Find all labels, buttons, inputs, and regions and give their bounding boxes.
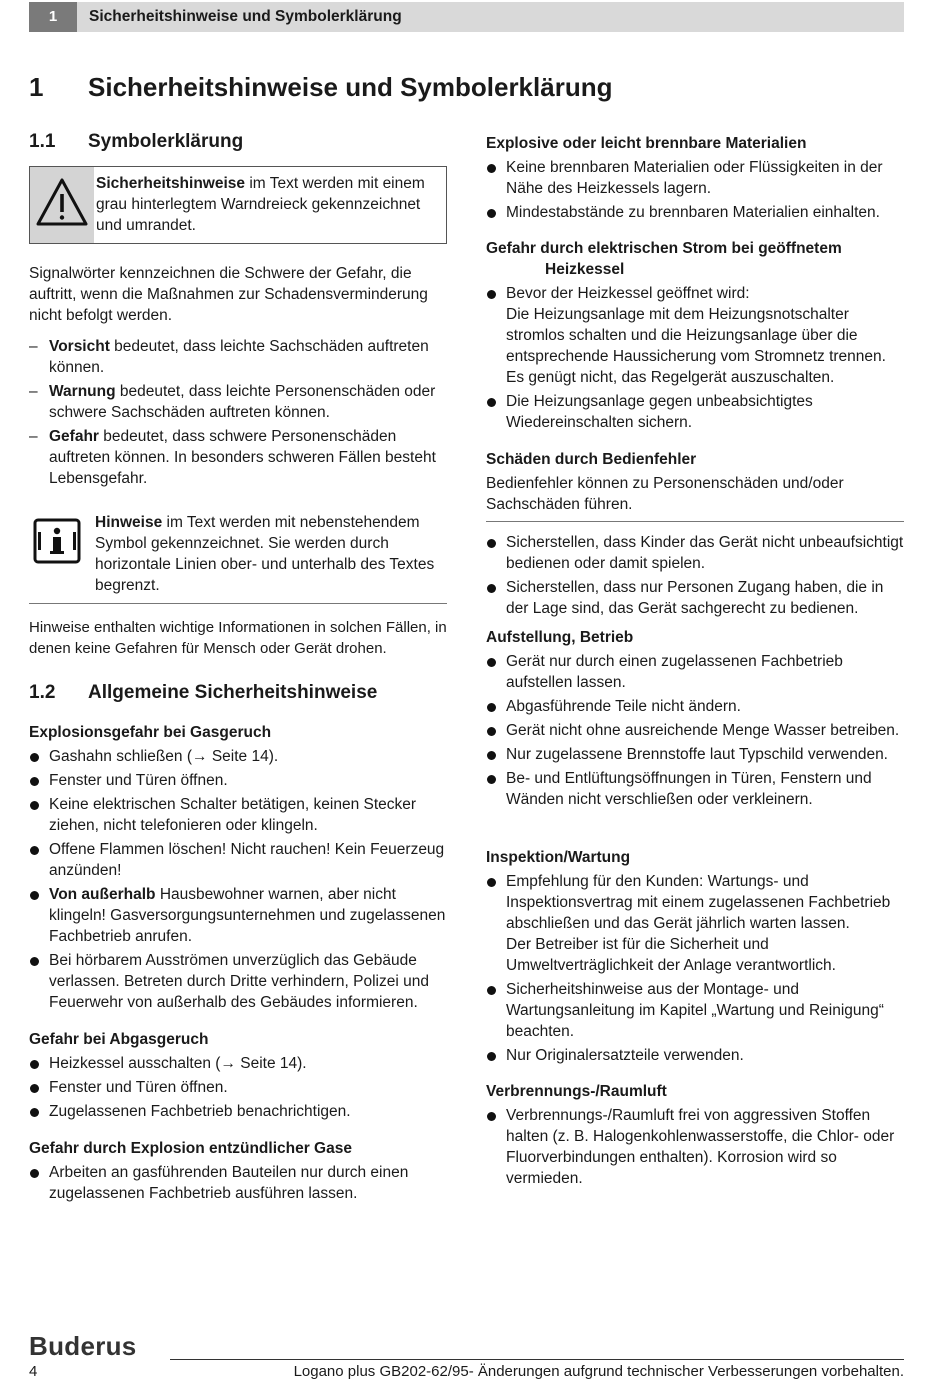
hint-box-rest: im Text werden mit nebenstehendem Symbol gekennzeichnet. Sie werden durch horizontale Linien ober- und unterhalb des Textes begrenzt. xyxy=(95,514,435,594)
signal-word: Warnung xyxy=(49,383,116,400)
list-item: Abgasführende Teile nicht ändern. xyxy=(486,696,904,717)
list-item xyxy=(29,770,447,791)
bullet-list xyxy=(29,746,447,1013)
section-number: 1.1 xyxy=(29,131,56,152)
bullet-list xyxy=(486,283,904,433)
list-text: Fenster und Türen öffnen. xyxy=(49,772,228,789)
bullet-list xyxy=(486,532,904,619)
bullet-list xyxy=(486,651,904,810)
aufstellung-block xyxy=(486,627,904,813)
divider xyxy=(486,521,904,522)
subheading: Inspektion/Wartung xyxy=(486,849,631,866)
hint-after: Hinweise enthalten wichtige Informationen in solchen Fällen, in denen keine Gefahren für Mensch oder Gerät drohen. xyxy=(29,619,447,657)
inspektion-block xyxy=(486,847,904,1069)
list-item: Gerät nur durch einen zugelassenen Fachbetrieb aufstellen lassen. xyxy=(486,651,904,693)
subheading: Aufstellung, Betrieb xyxy=(486,629,634,646)
warning-icon-bg xyxy=(30,167,94,243)
signal-intro: Signalwörter kennzeichnen die Schwere der Gefahr, die auftritt, wenn die Maßnahmen zur Schadensverminderung nicht befolgt werden. xyxy=(29,265,428,324)
hint-box-bold: Hinweise xyxy=(95,514,163,531)
subheading-line1: Gefahr durch elektrischen Strom bei geöffnetem xyxy=(486,240,842,257)
list-item: Fenster und Türen öffnen. xyxy=(29,1077,447,1098)
list-item: Gerät nicht ohne ausreichende Menge Wasser betreiben. xyxy=(486,720,904,741)
list-item xyxy=(29,950,447,1013)
warning-box-rest: im Text werden mit einem grau hinterlegtem Warndreieck gekennzeichnet und umrandet. xyxy=(96,175,425,234)
brennbar-block xyxy=(486,133,904,226)
warning-triangle-icon xyxy=(30,167,94,243)
section-title: Allgemeine Sicherheitshinweise xyxy=(88,682,378,703)
list-text: Die Heizungsanlage gegen unbeabsichtigtes Wiedereinschalten sichern. xyxy=(506,393,813,431)
section-1-2-heading xyxy=(29,682,377,703)
page-title xyxy=(29,72,612,103)
buderus-logo: Buderus xyxy=(29,1331,137,1361)
list-item: Sicherstellen, dass nur Personen Zugang haben, die in der Lage sind, das Gerät sachgerecht zu bedienen. xyxy=(486,577,904,619)
gasgeruch-block xyxy=(29,722,447,1016)
page-number: 4 xyxy=(29,1363,38,1380)
subheading: Verbrennungs-/Raumluft xyxy=(486,1083,667,1100)
list-text: Bei hörbarem Ausströmen unverzüglich das Gebäude verlassen. Betreten durch Dritte verhindern, Polizei und Feuerwehr von außerhalb des Gebäudes informieren. xyxy=(49,952,429,1011)
signal-word: Gefahr xyxy=(49,428,99,445)
list-item xyxy=(486,283,904,388)
bedienfehler-block xyxy=(486,449,904,622)
list-item xyxy=(29,839,447,881)
bullet-list xyxy=(29,1053,447,1122)
footer-note: Logano plus GB202-62/95- Änderungen aufgrund technischer Verbesserungen vorbehalten. xyxy=(293,1363,904,1380)
list-item xyxy=(29,746,447,767)
list-item xyxy=(486,871,904,976)
hint-box xyxy=(29,512,447,604)
subheading: Schäden durch Bedienfehler xyxy=(486,451,697,468)
subheading xyxy=(486,238,904,280)
list-item: Verbrennungs-/Raumluft frei von aggressiven Stoffen halten (z. B. Halogenkohlenwasserstoffe, die Chlor- oder Fluorverbindungen enthalten). Korrosion wird so vermieden. xyxy=(486,1105,904,1189)
section-number: 1.2 xyxy=(29,682,56,703)
bullet-list xyxy=(486,871,904,1066)
signal-desc: bedeutet, dass schwere Personenschäden auftreten können. In besonders schweren Fällen besteht Lebensgefahr. xyxy=(49,428,436,487)
page-title-text: Sicherheitshinweise und Symbolerklärung xyxy=(88,72,613,102)
list-item: Heizkessel ausschalten (→ Seite 14). xyxy=(29,1053,447,1074)
list-item: Sicherstellen, dass Kinder das Gerät nicht unbeaufsichtigt bedienen oder damit spielen. xyxy=(486,532,904,574)
list-text: Nur Originalersatzteile verwenden. xyxy=(506,1047,744,1064)
section-title: Symbolerklärung xyxy=(88,131,244,152)
list-item xyxy=(29,794,447,836)
list-item xyxy=(486,391,904,433)
list-text: Hausbewohner warnen, aber nicht klingeln! Gasversorgungsunternehmen und zugelassenen Fachbetrieb anrufen. xyxy=(49,886,446,945)
warning-box-text xyxy=(96,173,438,236)
intro-text: Bedienfehler können zu Personenschäden und/oder Sachschäden führen. xyxy=(486,475,844,513)
subheading: Explosionsgefahr bei Gasgeruch xyxy=(29,724,272,741)
subheading: Gefahr bei Abgasgeruch xyxy=(29,1031,209,1048)
subheading: Gefahr durch Explosion entzündlicher Gase xyxy=(29,1140,352,1157)
list-text: Sicherheitshinweise aus der Montage- und Wartungsanleitung im Kapitel „Wartung und Reinigung“ beachten. xyxy=(506,981,884,1040)
explosion-block xyxy=(29,1138,447,1207)
list-text: Gashahn schließen (→ Seite 14). xyxy=(49,748,279,765)
info-icon xyxy=(33,518,81,564)
signal-desc: bedeutet, dass leichte Sachschäden auftreten können. xyxy=(49,338,429,376)
abgasgeruch-block xyxy=(29,1029,447,1125)
list-item: Arbeiten an gasführenden Bauteilen nur durch einen zugelassenen Fachbetrieb ausführen lassen. xyxy=(29,1162,447,1204)
list-item xyxy=(29,426,447,489)
section-1-1-heading xyxy=(29,131,243,152)
warning-box-bold: Sicherheitshinweise xyxy=(96,175,246,192)
list-text: Bevor der Heizkessel geöffnet wird: xyxy=(506,285,750,302)
list-bold: Von außerhalb xyxy=(49,886,156,903)
subheading-line2: Heizkessel xyxy=(545,261,625,278)
footer-rule xyxy=(170,1359,904,1360)
warning-box xyxy=(29,166,447,244)
list-item: Mindestabstände zu brennbaren Materialien einhalten. xyxy=(486,202,904,223)
bullet-list xyxy=(486,1105,904,1189)
list-item: Nur zugelassene Brennstoffe laut Typschild verwenden. xyxy=(486,744,904,765)
list-item: Keine brennbaren Materialien oder Flüssigkeiten in der Nähe des Heizkessels lagern. xyxy=(486,157,904,199)
signal-word-list xyxy=(29,336,447,492)
list-text: Empfehlung für den Kunden: Wartungs- und Inspektionsvertrag mit einem zugelassenen Fachbetrieb abschließen und das Gerät jährlich warten lassen. xyxy=(506,873,891,932)
list-item xyxy=(29,381,447,423)
strom-block xyxy=(486,238,904,436)
bullet-list xyxy=(29,1162,447,1204)
list-item xyxy=(29,884,447,947)
signal-word: Vorsicht xyxy=(49,338,110,355)
hint-box-text xyxy=(95,512,447,596)
list-item xyxy=(486,1045,904,1066)
page-title-number: 1 xyxy=(29,72,44,102)
list-item xyxy=(29,336,447,378)
signal-desc: bedeutet, dass leichte Personenschäden oder schwere Sachschäden auftreten können. xyxy=(49,383,436,421)
bullet-list xyxy=(486,157,904,223)
subheading: Explosive oder leicht brennbare Materialien xyxy=(486,135,807,152)
list-text-cont: Der Betreiber ist für die Sicherheit und Umweltverträglichkeit der Anlage verantwortlich. xyxy=(506,936,836,974)
page-header xyxy=(29,2,904,32)
header-title: Sicherheitshinweise und Symbolerklärung xyxy=(89,8,402,25)
list-item xyxy=(486,979,904,1042)
list-text: Offene Flammen löschen! Nicht rauchen! Kein Feuerzeug anzünden! xyxy=(49,841,445,879)
raumluft-block xyxy=(486,1081,904,1192)
header-chapter-number: 1 xyxy=(29,2,77,32)
list-item: Zugelassenen Fachbetrieb benachrichtigen. xyxy=(29,1101,447,1122)
list-text: Keine elektrischen Schalter betätigen, keinen Stecker ziehen, nicht telefonieren oder klingeln. xyxy=(49,796,417,834)
list-text-cont: Die Heizungsanlage mit dem Heizungsnotschalter stromlos schalten und die Heizungsanlage über die entsprechende Haussicherung vom Stromnetz trennen. Es genügt nicht, das Regelgerät auszuschalten. xyxy=(506,306,886,386)
list-item: Be- und Entlüftungsöffnungen in Türen, Fenstern und Wänden nicht verschließen oder verkleinern. xyxy=(486,768,904,810)
